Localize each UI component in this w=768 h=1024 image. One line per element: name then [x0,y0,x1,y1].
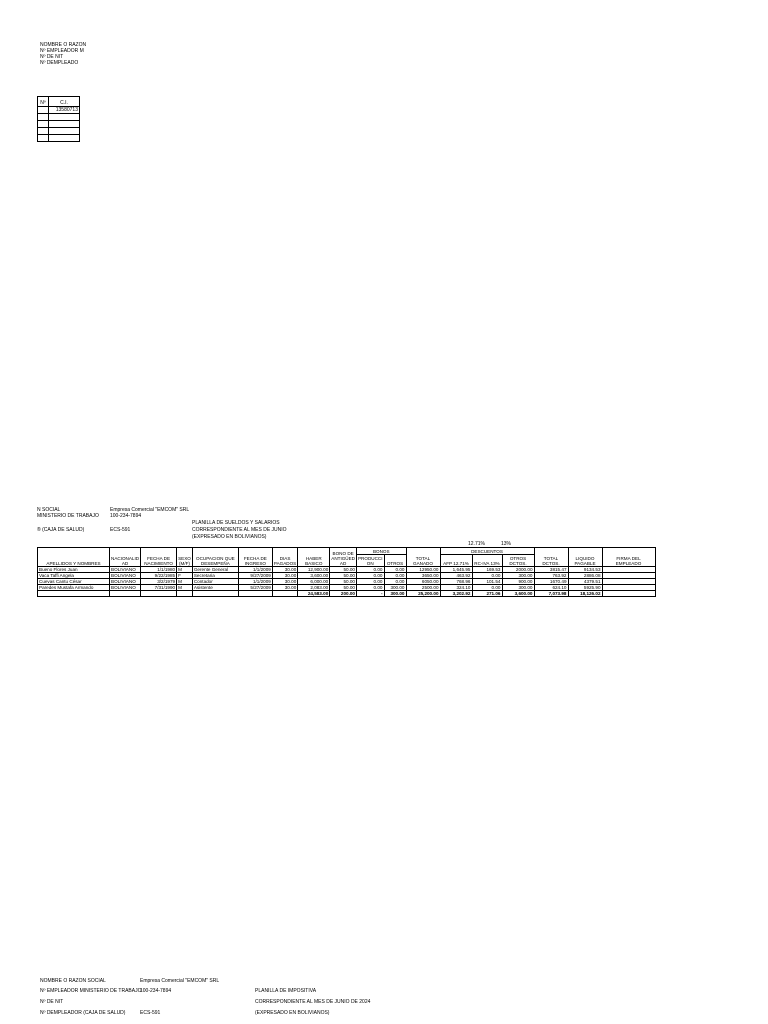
table-cell: 0.00 [356,567,384,573]
table-cell: 0.00 [356,573,384,579]
top-line-4: Nº DEMPLEADO [40,60,79,66]
hdr-value-1: Empresa Comercial "EMCOM" SRL [110,507,190,513]
table-cell: BOLIVIANO [110,567,141,573]
table-cell: Secretaria [192,573,238,579]
table-cell: 0.00 [384,579,406,585]
total-cell: 300.00 [384,591,406,597]
col-otros: OTROS [384,555,406,567]
table-cell: 30.00 [272,585,297,591]
ci-table-header-n: Nº [38,97,49,107]
table-cell: 3/2/1979 [141,579,177,585]
col-dias: DIAS PAGADOS [272,548,297,567]
col-nacionalidad: NACIONALID AD [110,548,141,567]
table-cell: 50.00 [330,567,357,573]
bottom-title-2: CORRESPONDIENTE AL MES DE JUNIO DE 2024 [255,999,371,1005]
table-cell: 1,645.95 [440,567,472,573]
table-cell: 300.00 [502,585,534,591]
total-cell [110,591,141,597]
table-cell: 3815.47 [534,567,568,573]
table-row [38,585,656,591]
table-cell: 624.10 [534,585,568,591]
ci-table [37,96,80,142]
col-total-ganado: TOTAL GANADO [406,548,440,567]
bottom-value-2: 100-234-7894 [140,988,172,994]
table-cell: 2,083.00 [298,585,330,591]
col-haber: HABER BASICO [298,548,330,567]
payroll-table [37,547,656,597]
table-cell: 50.00 [330,573,357,579]
table-cell: Vaca Taffi Angela [38,573,110,579]
total-cell [141,591,177,597]
table-cell: 0.00 [472,573,502,579]
total-cell [38,591,110,597]
total-cell: 3,600.00 [502,591,534,597]
table-cell: M [177,585,193,591]
table-cell: 50.00 [330,579,357,585]
table-cell: 0.00 [384,567,406,573]
table-cell: Gerente General [192,567,238,573]
table-cell: 763.92 [534,573,568,579]
top-line-1: NOMBRE O RAZON [40,42,87,48]
table-cell: Paredes Mustafa Armando [38,585,110,591]
table-cell: 324.10 [440,585,472,591]
table-cell: 7/31/1990 [141,585,177,591]
ci-table-header-ci: C.I. [49,97,80,107]
col-bonos: BONOS [356,548,406,555]
table-cell: 4379.51 [568,579,602,585]
table-cell: Cuevas Cantu César [38,579,110,585]
table-cell: 30.00 [272,579,297,585]
table-cell: 900.00 [502,579,534,585]
bottom-label-2: Nº EMPLEADOR MINISTERIO DE TRABAJO [40,988,142,994]
rc-rate: 13% [501,541,512,547]
title-line-1: PLANILLA DE SUELDOS Y SALARIOS [192,520,280,526]
col-bono-antiguedad: BONO DE ANTIGÜED AD [330,548,357,567]
col-rc-iva: RC-IVA 13% [472,555,502,567]
col-otros-dctos: OTROS DCTOS. [502,555,534,567]
table-cell: 2500.00 [406,585,440,591]
bottom-label-1: NOMBRE O RAZON SOCIAL [40,978,106,984]
col-nombres: APELLIDOS Y NOMBRES [38,548,110,567]
col-liquido: LIQUIDO PAGABLE [568,548,602,567]
total-cell [602,591,655,597]
table-cell: 1/1/2009 [238,567,272,573]
table-cell: 0.00 [356,585,384,591]
hdr-label-3: ® (CAJA DE SALUD) [37,527,85,533]
table-cell: BOLIVIANO [110,573,141,579]
total-cell [238,591,272,597]
table-cell: 30.00 [272,567,297,573]
table-cell: 9/22/1985 [141,573,177,579]
col-fecha-ingreso: FECHA DE INGRESO [238,548,272,567]
table-cell: 12950.00 [406,567,440,573]
title-line-3: (EXPRESADO EN BOLIVIANOS) [192,534,267,540]
table-cell: 0.00 [384,573,406,579]
col-sexo: SEXO (M/F) [177,548,193,567]
table-cell: 50.00 [330,585,357,591]
table-row [38,567,656,573]
total-cell: 200.00 [330,591,357,597]
bottom-value-1: Empresa Comercial "EMCOM" SRL [140,978,220,984]
table-cell: 1/1/2009 [238,579,272,585]
table-cell: 3,600.00 [298,573,330,579]
table-cell: BOLIVIANO [110,585,141,591]
table-cell: Contador [192,579,238,585]
bottom-title-3: (EXPRESADO EN BOLIVIANOS) [255,1010,330,1016]
hdr-label-1: N SOCIAL [37,507,61,513]
total-cell: 18,126.02 [568,591,602,597]
table-cell: 300.00 [502,573,534,579]
total-cell: 7,073.98 [534,591,568,597]
bottom-title-1: PLANILLA DE IMPOSITIVA [255,988,317,994]
table-cell: 30.00 [272,573,297,579]
total-cell: 271.06 [472,591,502,597]
table-cell: 300.00 [384,585,406,591]
total-cell [177,591,193,597]
title-line-2: CORRESPONDIENTE AL MES DE JUNIO [192,527,287,533]
table-cell: Bueno Flores Juan [38,567,110,573]
table-cell: 169.53 [472,567,502,573]
col-produccion: PRODUCCI ON [357,556,383,566]
total-cell: 3,202.92 [440,591,472,597]
total-cell [272,591,297,597]
hdr-label-2: MINISTERIO DE TRABAJO [37,513,99,519]
table-cell: 768.96 [440,579,472,585]
table-cell: 9/27/2009 [238,573,272,579]
bottom-label-3: Nº DE NIT [40,999,64,1005]
table-cell: 2000.00 [502,567,534,573]
col-descuentos: DESCUENTOS [440,548,534,555]
table-cell: 12,900.00 [298,567,330,573]
table-cell: F [177,573,193,579]
table-cell: 9134.53 [568,567,602,573]
table-cell: M [177,567,193,573]
afp-rate: 12.71% [468,541,485,547]
table-cell: Asistente [192,585,238,591]
col-afp: AFP 12.71% [440,555,472,567]
table-cell: 6,000.00 [298,579,330,585]
table-cell: 2886.08 [568,573,602,579]
table-cell: 5925.90 [568,585,602,591]
col-ocupacion: OCUPACION QUE DESEMPEÑA [192,548,238,567]
total-cell: - [356,591,384,597]
ci-value: 13580713 [49,107,80,114]
col-firma: FIRMA DEL EMPLEADO [602,548,655,567]
table-cell: M [177,579,193,585]
total-cell [192,591,238,597]
table-cell: BOLIVIANO [110,579,141,585]
table-row [38,579,656,585]
top-line-3: Nº DE NIT [40,54,64,60]
table-cell: 6050.00 [406,579,440,585]
table-row [38,573,656,579]
col-fecha-nac: FECHA DE NACIMIENTO [141,548,177,567]
table-cell: 0.00 [356,579,384,585]
col-total-dctos: TOTAL DCTOS. [534,548,568,567]
table-cell: 1/1/1980 [141,567,177,573]
table-cell: 3650.00 [406,573,440,579]
table-cell: 1670.49 [534,579,568,585]
bottom-value-4: ECS-591 [140,1010,161,1016]
table-cell: 101.54 [472,579,502,585]
total-cell: 24,583.00 [298,591,330,597]
top-line-2: Nº EMPLEADOR M [40,48,84,54]
total-cell: 25,200.00 [406,591,440,597]
hdr-value-2: 100-234-7894 [110,513,142,519]
table-cell: 0.00 [472,585,502,591]
table-cell: 5/27/2009 [238,585,272,591]
hdr-value-3: ECS-591 [110,527,131,533]
table-cell: 463.92 [440,573,472,579]
totals-row [38,591,656,597]
bottom-label-4: Nº DEMPLEADOR (CAJA DE SALUD) [40,1010,126,1016]
